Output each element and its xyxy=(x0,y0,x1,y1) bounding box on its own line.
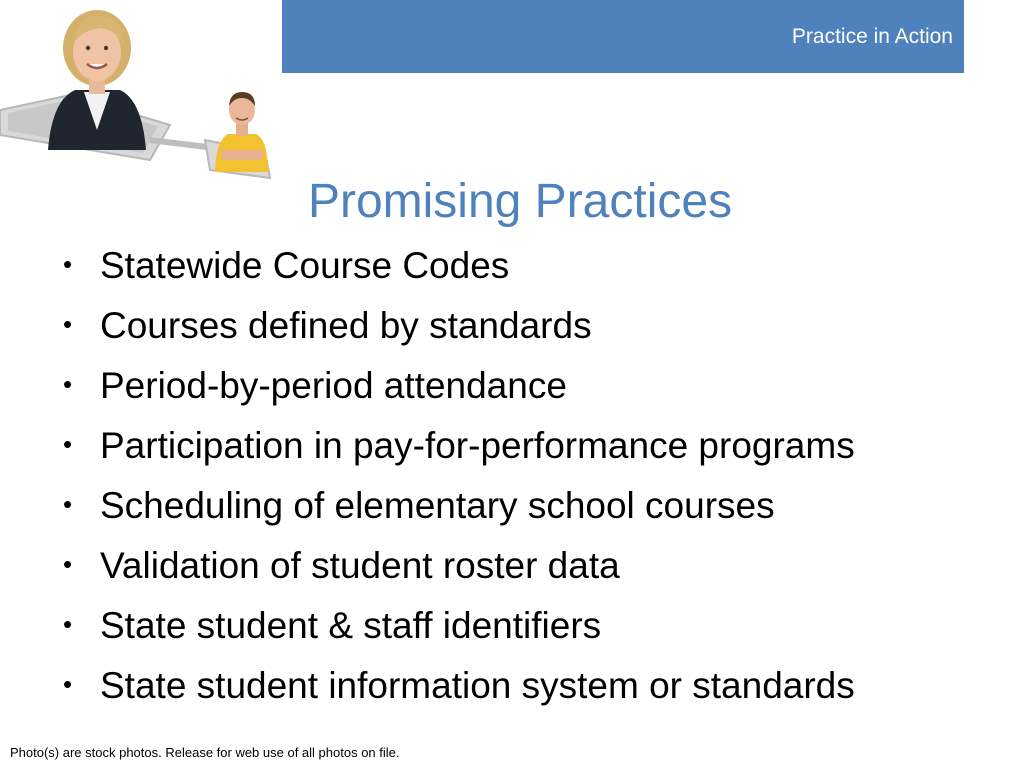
bullet-item xyxy=(60,536,1020,596)
bullet-text: Period-by-period attendance xyxy=(100,365,567,406)
bullet-item xyxy=(60,416,1020,476)
bullet-item xyxy=(60,656,1020,716)
bullet-text: Statewide Course Codes xyxy=(100,245,510,286)
bullet-dot-icon: • xyxy=(62,609,73,639)
header-label: Practice in Action xyxy=(791,25,953,48)
bullet-list xyxy=(60,236,1020,716)
bullet-item xyxy=(60,356,1020,416)
bullet-dot-icon: • xyxy=(62,549,73,579)
bullet-text: State student information system or standards xyxy=(100,665,855,706)
bullet-text: Courses defined by standards xyxy=(100,305,592,346)
bullet-dot-icon: • xyxy=(62,249,73,279)
woman-photo-icon xyxy=(48,10,146,150)
bullet-text: State student & staff identifiers xyxy=(100,605,602,646)
bullet-item xyxy=(60,296,1020,356)
bullet-dot-icon: • xyxy=(62,309,73,339)
bullet-text: Participation in pay-for-performance programs xyxy=(100,425,855,466)
bullet-text: Validation of student roster data xyxy=(100,545,620,586)
footer-note: Photo(s) are stock photos. Release for web use of all photos on file. xyxy=(10,745,400,760)
bullet-dot-icon: • xyxy=(62,669,73,699)
bullet-item xyxy=(60,236,1020,296)
bullet-dot-icon: • xyxy=(62,369,73,399)
header-band xyxy=(282,0,964,73)
bullet-item xyxy=(60,476,1020,536)
bullet-text: Scheduling of elementary school courses xyxy=(100,485,775,526)
bullet-dot-icon: • xyxy=(62,429,73,459)
bullet-item xyxy=(60,596,1020,656)
student-photo-icon xyxy=(215,92,268,172)
bullet-dot-icon: • xyxy=(62,489,73,519)
slide-title: Promising Practices xyxy=(307,175,733,228)
